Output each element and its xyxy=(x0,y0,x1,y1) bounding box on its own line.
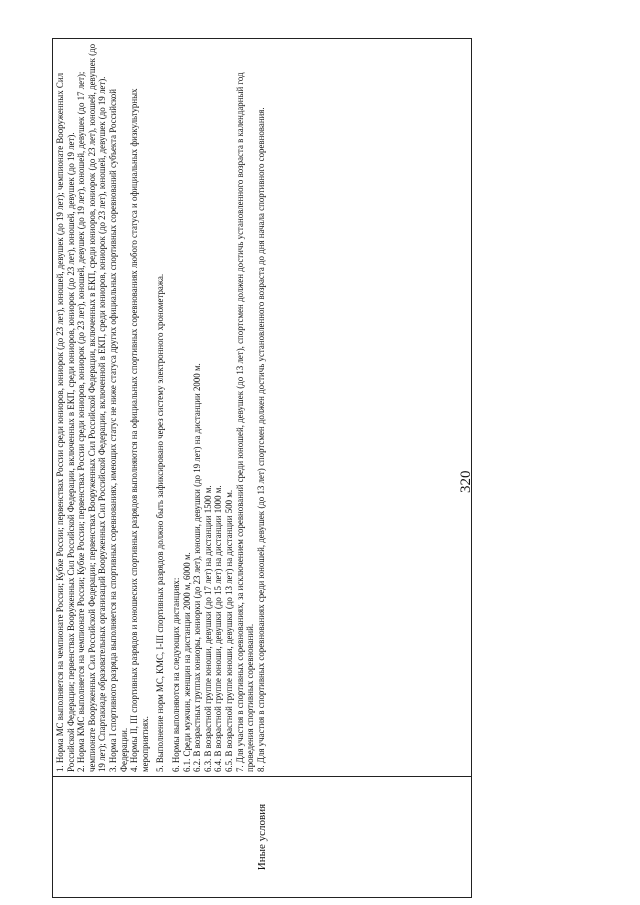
table-row xyxy=(53,39,472,898)
paragraph-3: 3. Норма I спортивного разряда выполняется на спортивных соревнованиях, имеющих статус не ниже статуса других официальных спортивных соревнований субъекта Российской Федерации. xyxy=(107,89,129,772)
paragraph-6-2: 6.2. В возрастных группах юниоры, юниорки (до 23 лет), юноши, девушки (до 19 лет) на дистанции 2000 м. xyxy=(192,363,203,772)
paragraph-6: 6. Нормы выполняются на следующих дистанциях: xyxy=(170,577,181,772)
conditions-table xyxy=(52,38,472,898)
row-label: Иные условия xyxy=(256,803,268,871)
paragraph-6-3: 6.3. В возрастной группе юноши, девушки (до 17 лет) на дистанции 1500 м. xyxy=(202,485,213,772)
paragraph-7: 7. Для участия в спортивных соревнованиях, за исключением соревнований среди юношей, девушек (до 13 лет), спортсмен должен достичь установленного возраста в календарный год проведения спортивных соревнований. xyxy=(234,72,256,772)
paragraph-6-4: 6.4. В возрастной группе юноши, девушки (до 15 лет) на дистанции 1000 м. xyxy=(213,485,224,772)
content-cell xyxy=(53,39,472,777)
paragraph-2: 2. Норма КМС выполняется на чемпионате России; Кубке России; первенствах России среди юниоров, юниорок (до 23 лет), юношей, девушек (до 19 лет), юношей, девушек (до 17 лет); чемпионате Вооруженных Сил Российской Федерации; первенствах Вооруженных Сил Российской Федерации, включенных в ЕКП, среди юниоров, юниорок (до 23 лет), юношей, девушек (до 19 лет); Спартакиаде образовательных организаций Вооруженных Сил Российской Федерации, включенной в ЕКП, среди юниоров, юниорок (до 23 лет), юношей, девушек (до 19 лет). xyxy=(76,43,108,772)
paragraph-6-5: 6.5. В возрастной группе юноши, девушки (до 13 лет) на дистанции 500 м. xyxy=(223,489,234,772)
rotated-content xyxy=(52,38,512,898)
paragraph-6-1: 6.1. Среди мужчин, женщин на дистанции 2000 м, 6000 м. xyxy=(181,552,192,772)
row-label-cell xyxy=(53,777,472,898)
paragraph-5: 5. Выполнение норм МС, КМС, I-III спортивных разрядов должно быть зафиксировано через систему электронного хронометража. xyxy=(155,273,166,772)
paragraph-4: 4. Нормы II, III спортивных разрядов и юношеских спортивных разрядов выполняются на официальных спортивных соревнованиях любого статуса и официальных физкультурных мероприятиях. xyxy=(129,88,150,772)
page-number: 320 xyxy=(458,470,474,493)
paragraph-1: 1. Норма МС выполняется на чемпионате России; Кубке России; первенствах России среди юниоров, юниорок (до 23 лет), юношей, девушек (до 19 лет); чемпионате Вооруженных Сил Российской Федерации; первенствах Вооруженных Сил Российской Федерации, включенных в ЕКП, среди юниоров, юниорок (до 23 лет), юношей, девушек (до 19 лет). xyxy=(55,73,76,772)
paragraph-8: 8. Для участия в спортивных соревнованиях среди юношей, девушек (до 13 лет) спортсмен должен достичь установленного возраста до дня начала спортивного соревнования. xyxy=(255,107,266,772)
